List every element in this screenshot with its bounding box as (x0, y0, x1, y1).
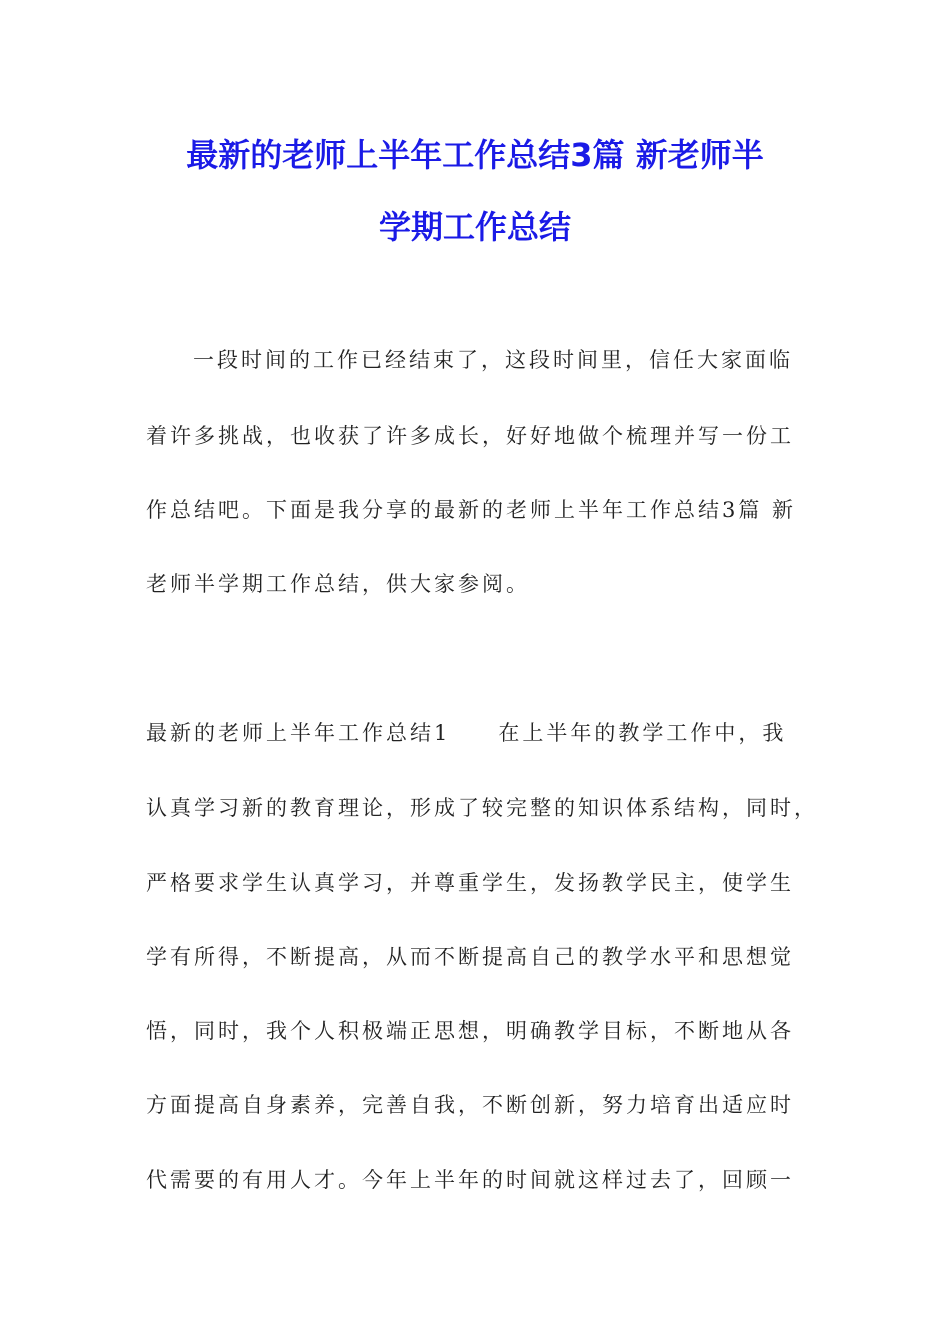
section1-paragraph-line: 严格要求学生认真学习，并尊重学生，发扬教学民主，使学生 (146, 871, 794, 895)
intro-paragraph-line: 作总结吧。下面是我分享的最新的老师上半年工作总结3篇 新 (146, 498, 797, 522)
intro-paragraph-line: 着许多挑战，也收获了许多成长，好好地做个梳理并写一份工 (146, 424, 794, 448)
section1-paragraph-line: 最新的老师上半年工作总结1 在上半年的教学工作中，我 (146, 721, 787, 745)
intro-paragraph-line: 一段时间的工作已经结束了，这段时间里，信任大家面临 (193, 348, 793, 372)
section1-paragraph-line: 悟，同时，我个人积极端正思想，明确教学目标，不断地从各 (146, 1019, 794, 1043)
section1-paragraph-line: 认真学习新的教育理论，形成了较完整的知识体系结构，同时， (146, 796, 818, 820)
document-title-line-1: 最新的老师上半年工作总结3篇 新老师半 (186, 136, 764, 174)
section1-paragraph-line: 学有所得，不断提高，从而不断提高自己的教学水平和思想觉 (146, 945, 794, 969)
document-title-line-2: 学期工作总结 (378, 208, 571, 246)
intro-paragraph-line: 老师半学期工作总结，供大家参阅。 (146, 572, 530, 596)
section1-paragraph-line: 代需要的有用人才。今年上半年的时间就这样过去了，回顾一 (146, 1168, 794, 1192)
section1-paragraph-line: 方面提高自身素养，完善自我，不断创新，努力培育出适应时 (146, 1093, 794, 1117)
